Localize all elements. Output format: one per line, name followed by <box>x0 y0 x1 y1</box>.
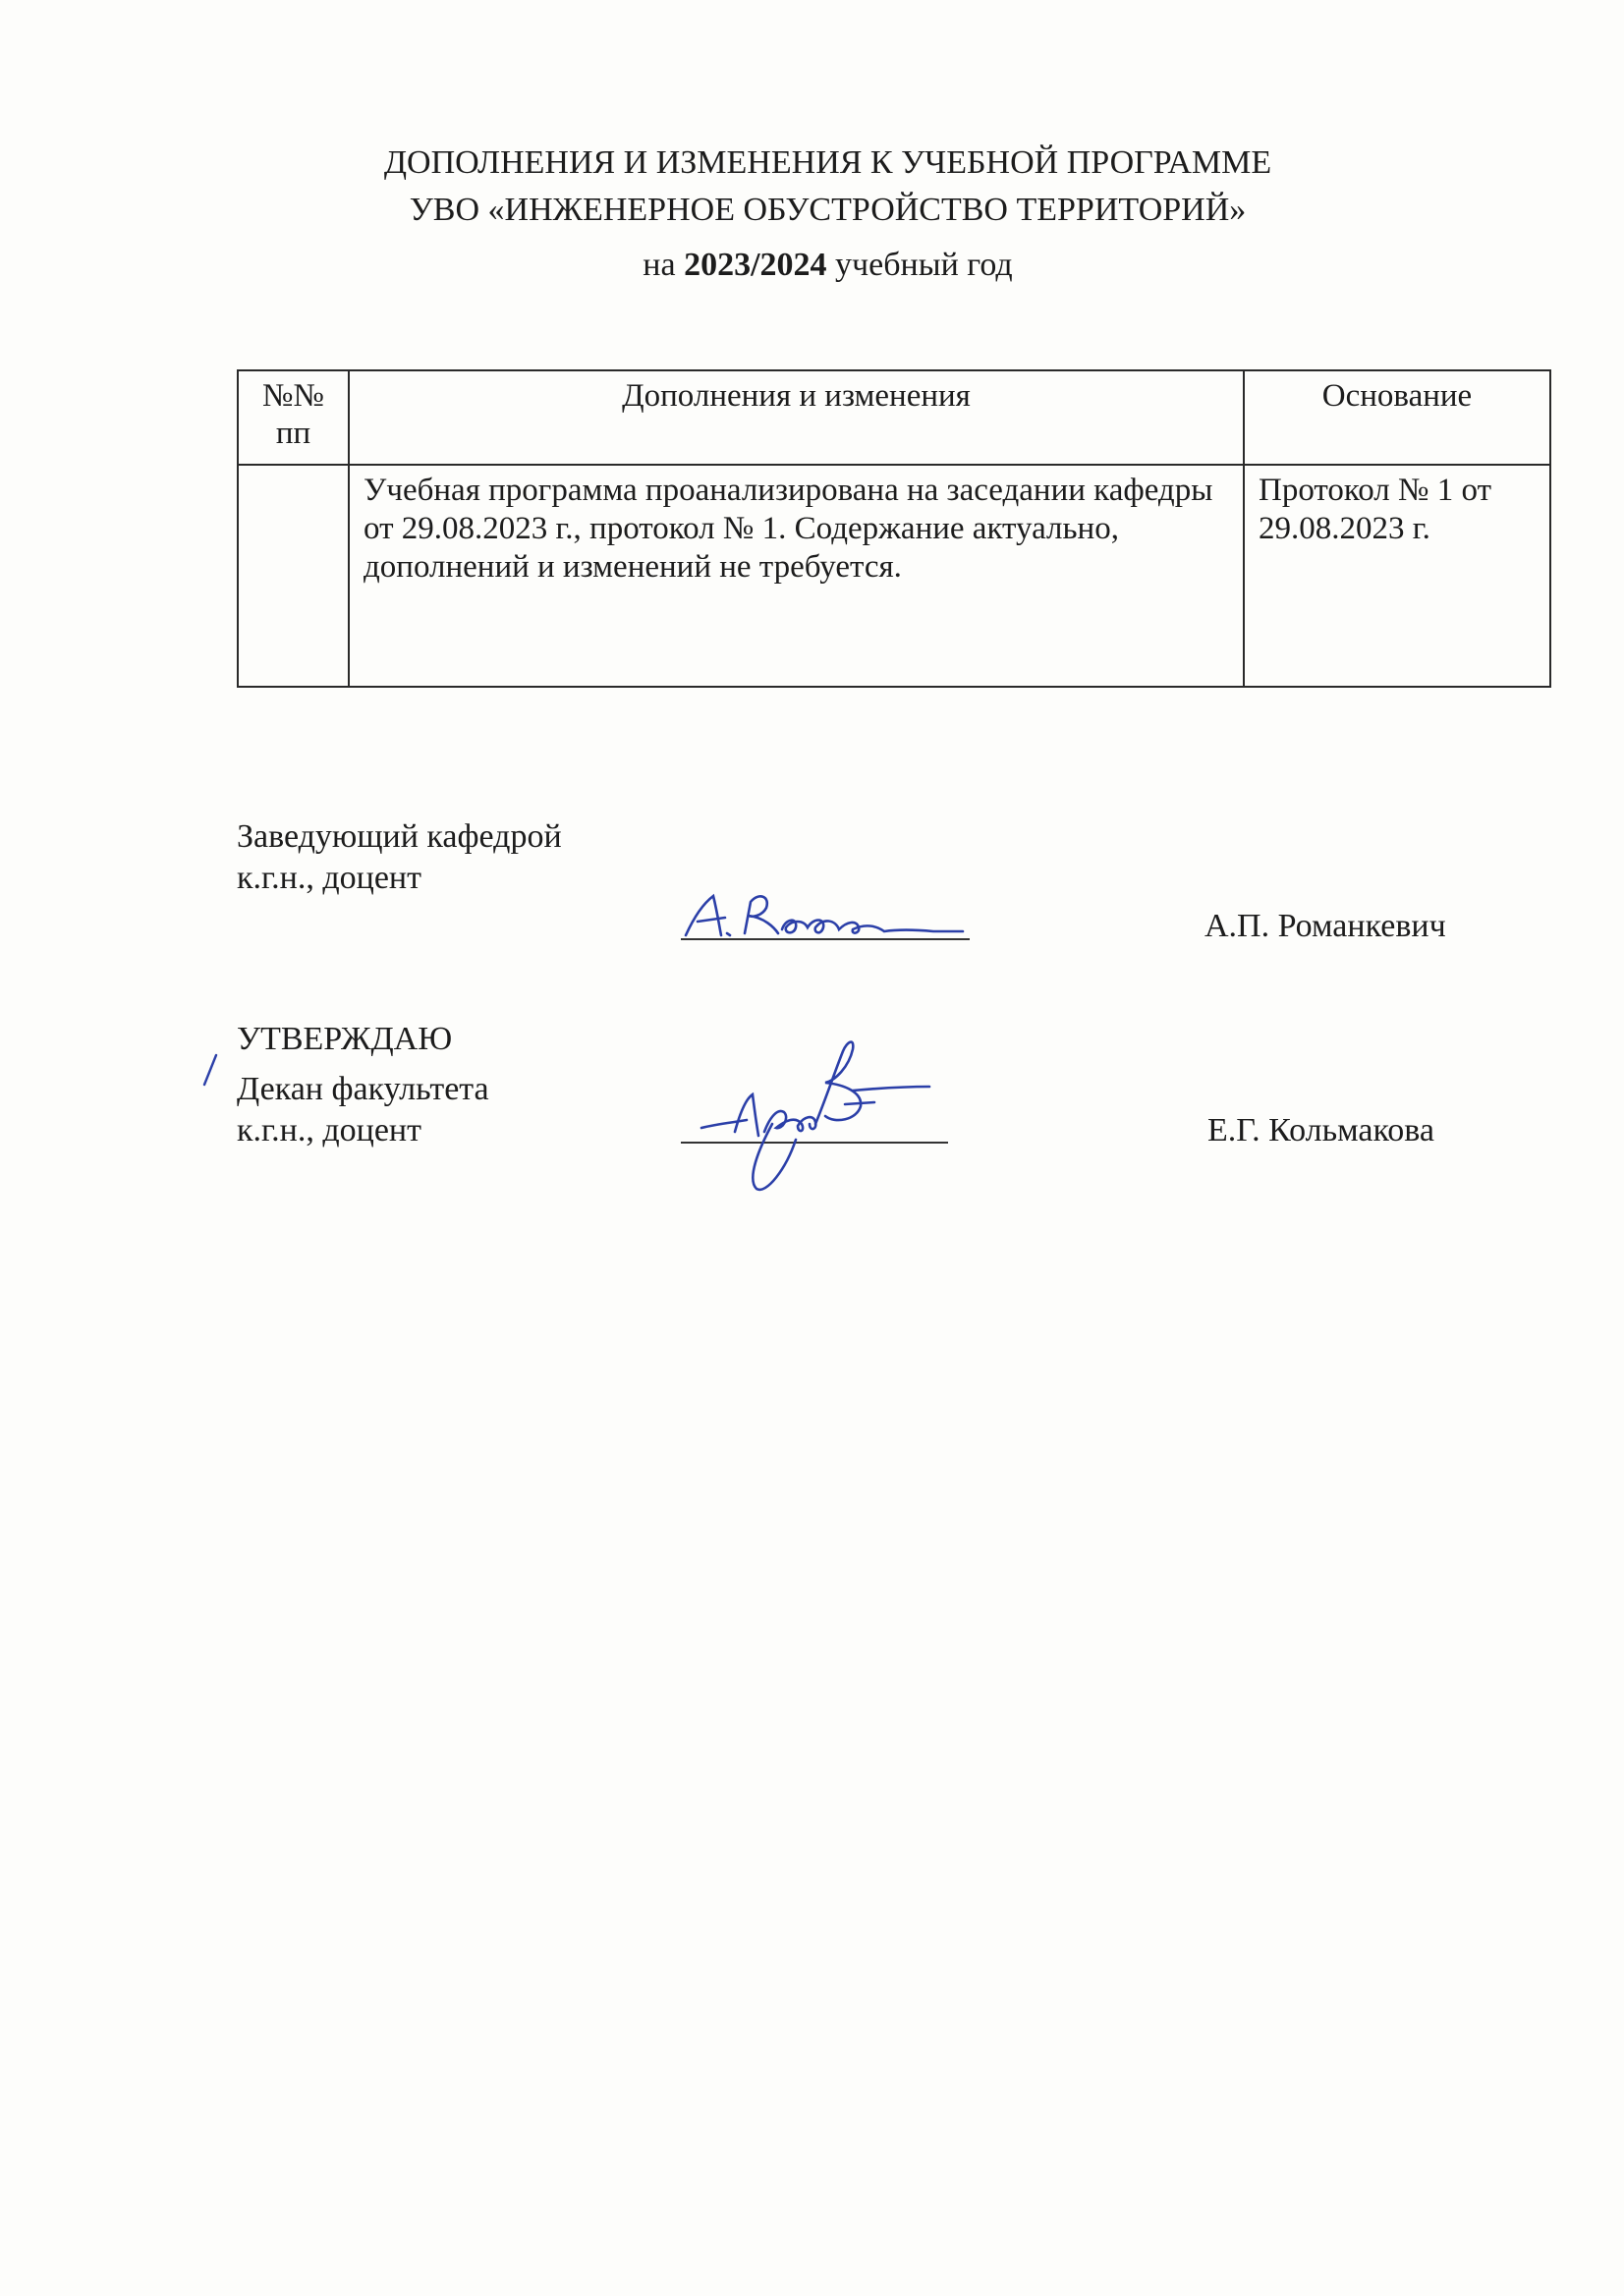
row-basis: Протокол № 1 от 29.08.2023 г. <box>1244 465 1550 687</box>
year-prefix: на <box>643 247 685 283</box>
head-signature <box>676 874 971 953</box>
year-suffix: учебный год <box>826 247 1013 283</box>
ink-mark <box>196 1051 226 1091</box>
academic-year-line <box>16 246 1624 285</box>
header-basis: Основание <box>1244 370 1550 465</box>
doc-title-line1: ДОПОЛНЕНИЯ И ИЗМЕНЕНИЯ К УЧЕБНОЙ ПРОГРАММЕ <box>383 144 1272 181</box>
row-changes: Учебная программа проанализирована на заседании кафедры от 29.08.2023 г., протокол № 1. Содержание актуально, дополнений и изменений не требуется. <box>349 465 1244 687</box>
header-number-line2: пп <box>275 416 311 451</box>
changes-table <box>237 369 1551 688</box>
academic-year: 2023/2024 <box>684 247 827 283</box>
head-degree: к.г.н., доцент <box>237 860 421 896</box>
head-role: Заведующий кафедрой <box>237 818 562 855</box>
head-name: А.П. Романкевич <box>1204 908 1446 944</box>
dean-name: Е.Г. Кольмакова <box>1207 1112 1434 1148</box>
header-number <box>238 370 349 465</box>
row-number <box>238 465 349 687</box>
dean-degree: к.г.н., доцент <box>237 1112 421 1148</box>
dean-signature <box>688 1022 982 1199</box>
header-changes: Дополнения и изменения <box>349 370 1244 465</box>
header-number-line1: №№ <box>262 378 324 414</box>
table-row <box>238 465 1550 687</box>
doc-title-line2: УВО «ИНЖЕНЕРНОЕ ОБУСТРОЙСТВО ТЕРРИТОРИЙ» <box>409 192 1247 228</box>
approval-label: УТВЕРЖДАЮ <box>237 1021 453 1057</box>
table-header-row <box>238 370 1550 465</box>
dean-role: Декан факультета <box>237 1071 489 1107</box>
